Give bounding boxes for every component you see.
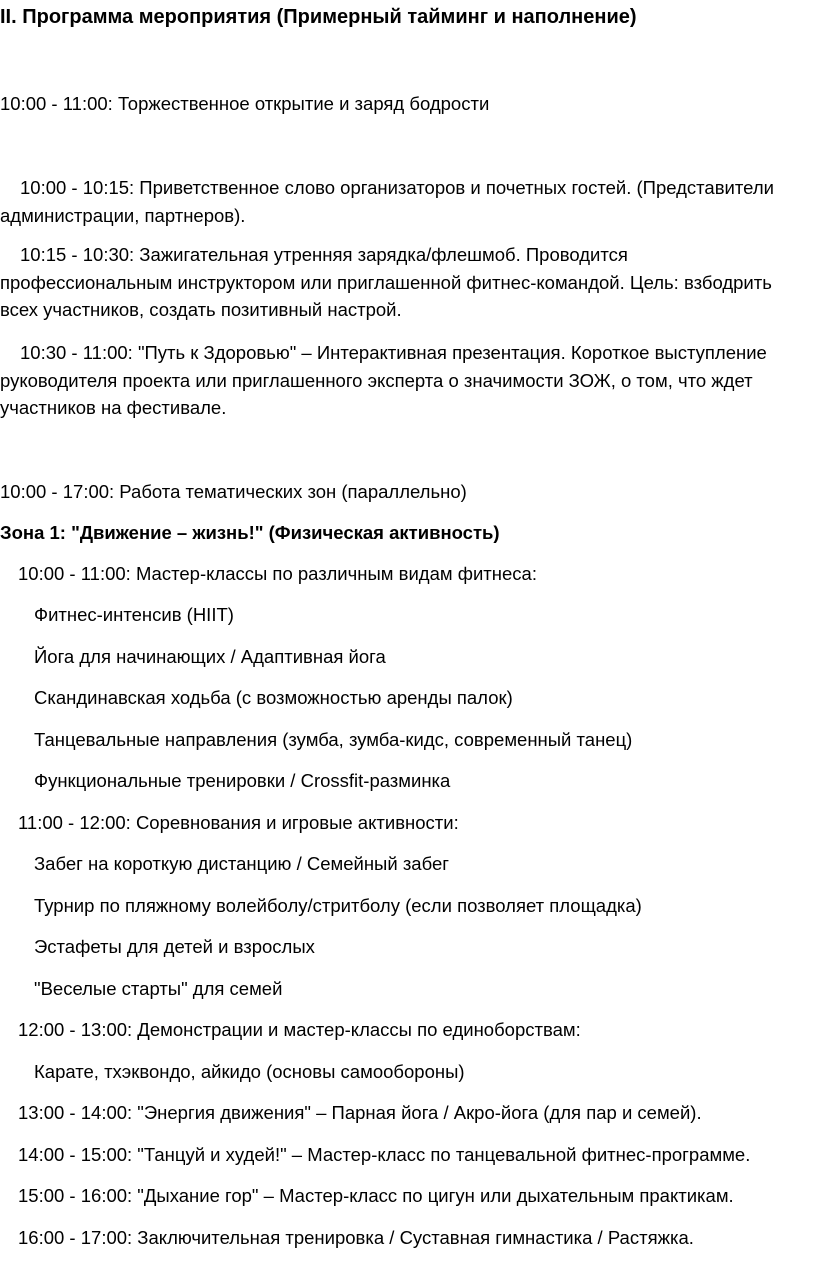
zone-title: Зона 1: "Движение – жизнь!" (Физическая активность) bbox=[0, 522, 500, 543]
list-item: Карате, тхэквондо, айкидо (основы самообороны) bbox=[34, 1061, 465, 1082]
schedule-entry: 15:00 - 16:00: "Дыхание гор" – Мастер-класс по цигун или дыхательным практикам. bbox=[18, 1185, 734, 1206]
list-item: Эстафеты для детей и взрослых bbox=[34, 936, 315, 957]
list-item: Фитнес-интенсив (HIIT) bbox=[34, 604, 234, 625]
schedule-entry: 16:00 - 17:00: Заключительная тренировка / Суставная гимнастика / Растяжка. bbox=[18, 1227, 694, 1248]
opening-heading: 10:00 - 11:00: Торжественное открытие и заряд бодрости bbox=[0, 93, 490, 114]
schedule-entry: 14:00 - 15:00: "Танцуй и худей!" – Мастер-класс по танцевальной фитнес-программе. bbox=[18, 1144, 751, 1165]
zones-heading: 10:00 - 17:00: Работа тематических зон (параллельно) bbox=[0, 481, 467, 502]
list-item: Забег на короткую дистанцию / Семейный забег bbox=[34, 853, 450, 874]
list-item: Функциональные тренировки / Crossfit-разминка bbox=[34, 770, 451, 791]
list-item: Скандинавская ходьба (с возможностью аренды палок) bbox=[34, 687, 513, 708]
schedule-entry: 13:00 - 14:00: "Энергия движения" – Парная йога / Акро-йога (для пар и семей). bbox=[18, 1102, 702, 1123]
schedule-block-heading: 10:00 - 11:00: Мастер-классы по различным видам фитнеса: bbox=[18, 563, 537, 584]
opening-item: 10:30 - 11:00: "Путь к Здоровью" – Интерактивная презентация. Короткое выступление руководителя проекта или приглашенного эксперта о значимости ЗОЖ, о том, что ждет участников на фестивале. bbox=[0, 342, 767, 418]
schedule-block-heading: 11:00 - 12:00: Соревнования и игровые активности: bbox=[18, 812, 459, 833]
list-item: Танцевальные направления (зумба, зумба-кидс, современный танец) bbox=[34, 729, 633, 750]
page-title: II. Программа мероприятия (Примерный тайминг и наполнение) bbox=[0, 6, 637, 28]
opening-item: 10:00 - 10:15: Приветственное слово организаторов и почетных гостей. (Представители администрации, партнеров). bbox=[0, 177, 774, 226]
opening-item: 10:15 - 10:30: Зажигательная утренняя зарядка/флешмоб. Проводится профессиональным инструктором или приглашенной фитнес-командой. Цель: взбодрить всех участников, создать позитивный настрой. bbox=[0, 244, 772, 320]
list-item: Йога для начинающих / Адаптивная йога bbox=[34, 646, 386, 667]
list-item: "Веселые старты" для семей bbox=[34, 978, 283, 999]
schedule-block-heading: 12:00 - 13:00: Демонстрации и мастер-классы по единоборствам: bbox=[18, 1019, 581, 1040]
list-item: Турнир по пляжному волейболу/стритболу (если позволяет площадка) bbox=[34, 895, 642, 916]
